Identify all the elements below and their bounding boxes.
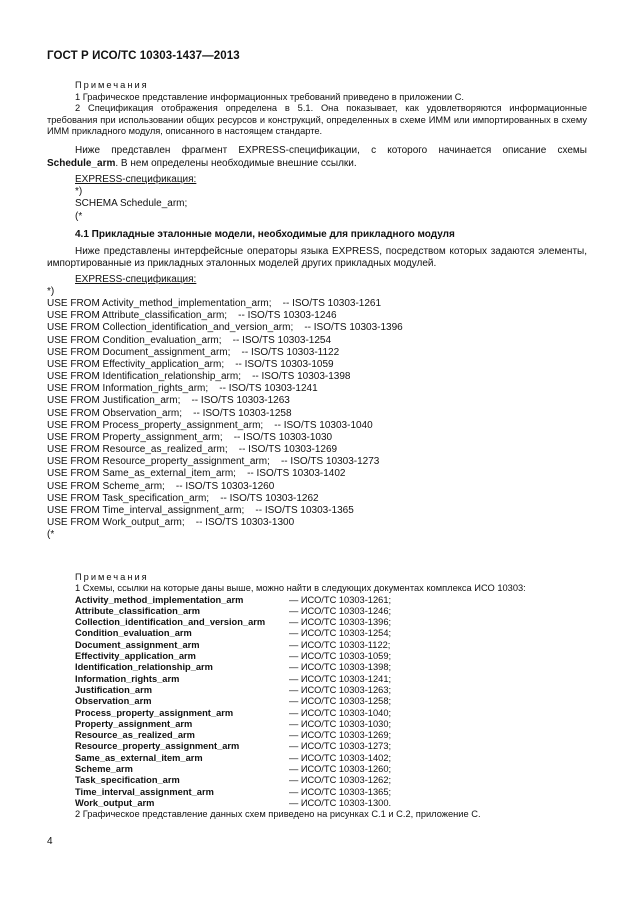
note-item: 2 Спецификация отображения определена в 5.1. Она показывает, как удовлетворяются информационные требования при использовании общих ресурсов и конструкций, определенных в схеме ИММ или импортированных в схему ИММ прикладного модуля, описанного в настоящем стандарте. [47,103,587,136]
intro-text-after: . В нем определены необходимые внешние ссылки. [115,157,357,169]
reference-row: Attribute_classification_arm — ИСО/ТС 10303-1246; [75,605,392,616]
notes-heading: Примечания [75,572,149,582]
use-from-line: USE FROM Activity_method_implementation_arm; -- ISO/TS 10303-1261 [47,298,382,310]
reference-row: Resource_as_realized_arm — ИСО/ТС 10303-1269; [75,730,392,741]
express-line: *) [75,186,83,198]
intro-paragraph [47,145,587,170]
use-from-line: USE FROM Collection_identification_and_version_arm; -- ISO/TS 10303-1396 [47,322,403,334]
reference-row: Scheme_arm — ИСО/ТС 10303-1260; [75,764,392,775]
document-header: ГОСТ Р ИСО/ТС 10303-1437—2013 [47,50,240,62]
express-open: *) [47,286,55,297]
note-item: 1 Графическое представление информационных требований приведено в приложении C. [75,91,465,102]
use-from-line: USE FROM Effectivity_application_arm; -- ISO/TS 10303-1059 [47,358,334,370]
use-from-line: USE FROM Condition_evaluation_arm; -- ISO/TS 10303-1254 [47,334,332,346]
section-title: 4.1 Прикладные эталонные модели, необходимые для прикладного модуля [75,229,455,240]
notes-heading: Примечания [75,80,149,90]
use-from-line: USE FROM Observation_arm; -- ISO/TS 10303-1258 [47,407,292,419]
note-item: 2 Графическое представление данных схем приведено на рисунках C.1 и C.2, приложение C. [75,809,481,820]
use-from-line: USE FROM Resource_as_realized_arm; -- ISO/TS 10303-1269 [47,444,338,456]
reference-row: Process_property_assignment_arm — ИСО/ТС 10303-1040; [75,707,392,718]
use-from-line: USE FROM Same_as_external_item_arm; -- ISO/TS 10303-1402 [47,468,346,480]
reference-row: Activity_method_implementation_arm — ИСО/ТС 10303-1261; [75,594,392,605]
reference-row: Observation_arm — ИСО/ТС 10303-1258; [75,696,392,707]
use-from-line: USE FROM Time_interval_assignment_arm; -- ISO/TS 10303-1365 [47,504,354,516]
reference-row: Collection_identification_and_version_arm — ИСО/ТС 10303-1396; [75,617,392,628]
reference-list [47,595,587,810]
reference-row: Identification_relationship_arm — ИСО/ТС 10303-1398; [75,662,392,673]
notes-block-2 [47,572,587,821]
reference-row: Task_specification_arm — ИСО/ТС 10303-1262; [75,775,392,786]
express-line: (* [75,210,83,222]
express-close: (* [47,529,55,541]
notes-block-1 [47,80,587,138]
use-from-line: USE FROM Attribute_classification_arm; -- ISO/TS 10303-1246 [47,310,337,322]
use-from-line: USE FROM Task_specification_arm; -- ISO/TS 10303-1262 [47,492,319,504]
express-spec-2 [47,286,587,541]
use-from-line: USE FROM Justification_arm; -- ISO/TS 10303-1263 [47,395,290,407]
section-paragraph: Ниже представлены интерфейсные операторы языка EXPRESS, посредством которых задаются элементы, импортированные из прикладных эталонных моделей других прикладных модулей. [47,246,587,270]
reference-row: Effectivity_application_arm — ИСО/ТС 10303-1059; [75,651,392,662]
reference-row: Property_assignment_arm — ИСО/ТС 10303-1030; [75,718,392,729]
reference-row: Condition_evaluation_arm — ИСО/ТС 10303-1254; [75,628,392,639]
reference-row: Work_output_arm — ИСО/ТС 10303-1300. [75,797,392,808]
use-from-line: USE FROM Work_output_arm; -- ISO/TS 10303-1300 [47,516,295,528]
reference-row: Resource_property_assignment_arm — ИСО/ТС 10303-1273; [75,741,392,752]
use-from-line: USE FROM Information_rights_arm; -- ISO/TS 10303-1241 [47,383,318,395]
express-spec-1 [75,174,475,223]
reference-row: Justification_arm — ИСО/ТС 10303-1263; [75,684,392,695]
reference-row: Time_interval_assignment_arm — ИСО/ТС 10303-1365; [75,786,392,797]
reference-row: Same_as_external_item_arm — ИСО/ТС 10303-1402; [75,752,392,763]
intro-text-before: Ниже представлен фрагмент EXPRESS-спецификации, с которого начинается описание схемы [75,145,587,156]
note-item: 1 Схемы, ссылки на которые даны выше, можно найти в следующих документах комплекса ИСО 10303: [75,583,526,594]
use-from-line: USE FROM Process_property_assignment_arm; -- ISO/TS 10303-1040 [47,419,373,431]
page-number: 4 [47,836,53,847]
express-label-2: EXPRESS-спецификация: [75,274,197,285]
use-from-line: USE FROM Resource_property_assignment_arm; -- ISO/TS 10303-1273 [47,456,380,468]
use-from-line: USE FROM Scheme_arm; -- ISO/TS 10303-1260 [47,480,275,492]
express-label: EXPRESS-спецификация: [75,174,197,185]
express-line: SCHEMA Schedule_arm; [75,198,188,210]
schema-name: Schedule_arm [47,157,116,169]
reference-row: Information_rights_arm — ИСО/ТС 10303-1241; [75,673,392,684]
reference-row: Document_assignment_arm — ИСО/ТС 10303-1122; [75,639,391,650]
use-from-line: USE FROM Property_assignment_arm; -- ISO/TS 10303-1030 [47,431,333,443]
use-from-line: USE FROM Identification_relationship_arm; -- ISO/TS 10303-1398 [47,371,351,383]
use-from-line: USE FROM Document_assignment_arm; -- ISO/TS 10303-1122 [47,346,340,358]
